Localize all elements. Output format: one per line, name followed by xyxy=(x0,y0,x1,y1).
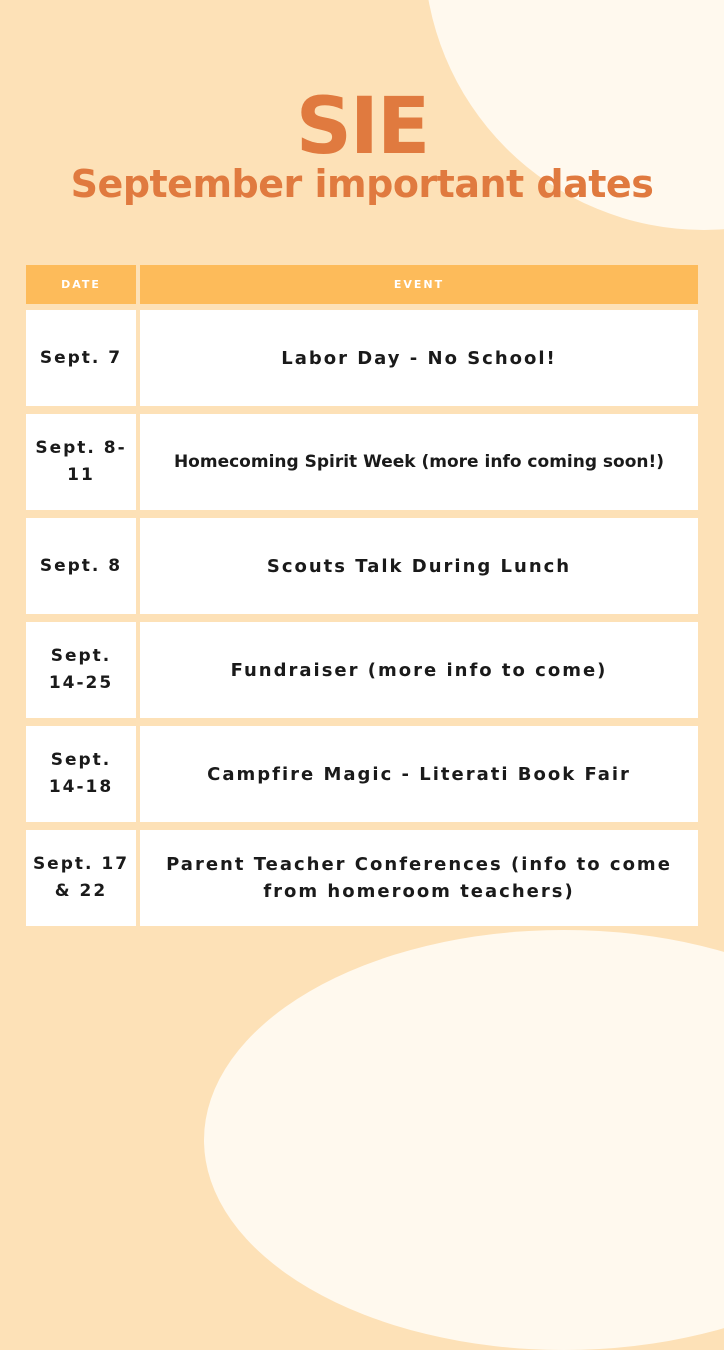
page-subtitle: September important dates xyxy=(70,162,654,206)
event-cell: Labor Day - No School! xyxy=(140,310,698,406)
table-row xyxy=(26,830,698,926)
table-row xyxy=(26,414,698,510)
table-row xyxy=(26,310,698,406)
event-cell: Fundraiser (more info to come) xyxy=(140,622,698,718)
column-header-event: EVENT xyxy=(140,265,698,304)
event-cell: Parent Teacher Conferences (info to come from homeroom teachers) xyxy=(140,830,698,926)
date-cell: Sept. 17 & 22 xyxy=(26,830,136,926)
table-header-row xyxy=(26,265,698,304)
table-row xyxy=(26,622,698,718)
column-header-date: DATE xyxy=(26,265,136,304)
event-cell: Homecoming Spirit Week (more info coming soon!) xyxy=(140,414,698,510)
table-row xyxy=(26,518,698,614)
date-cell: Sept. 14-18 xyxy=(26,726,136,822)
event-cell: Scouts Talk During Lunch xyxy=(140,518,698,614)
dates-table xyxy=(26,265,698,934)
date-cell: Sept. 8 xyxy=(26,518,136,614)
event-cell: Campfire Magic - Literati Book Fair xyxy=(140,726,698,822)
date-cell: Sept. 8-11 xyxy=(26,414,136,510)
table-row xyxy=(26,726,698,822)
date-cell: Sept. 14-25 xyxy=(26,622,136,718)
decorative-blob-bottom xyxy=(204,930,724,1350)
date-cell: Sept. 7 xyxy=(26,310,136,406)
page-title: SIE xyxy=(295,82,429,172)
